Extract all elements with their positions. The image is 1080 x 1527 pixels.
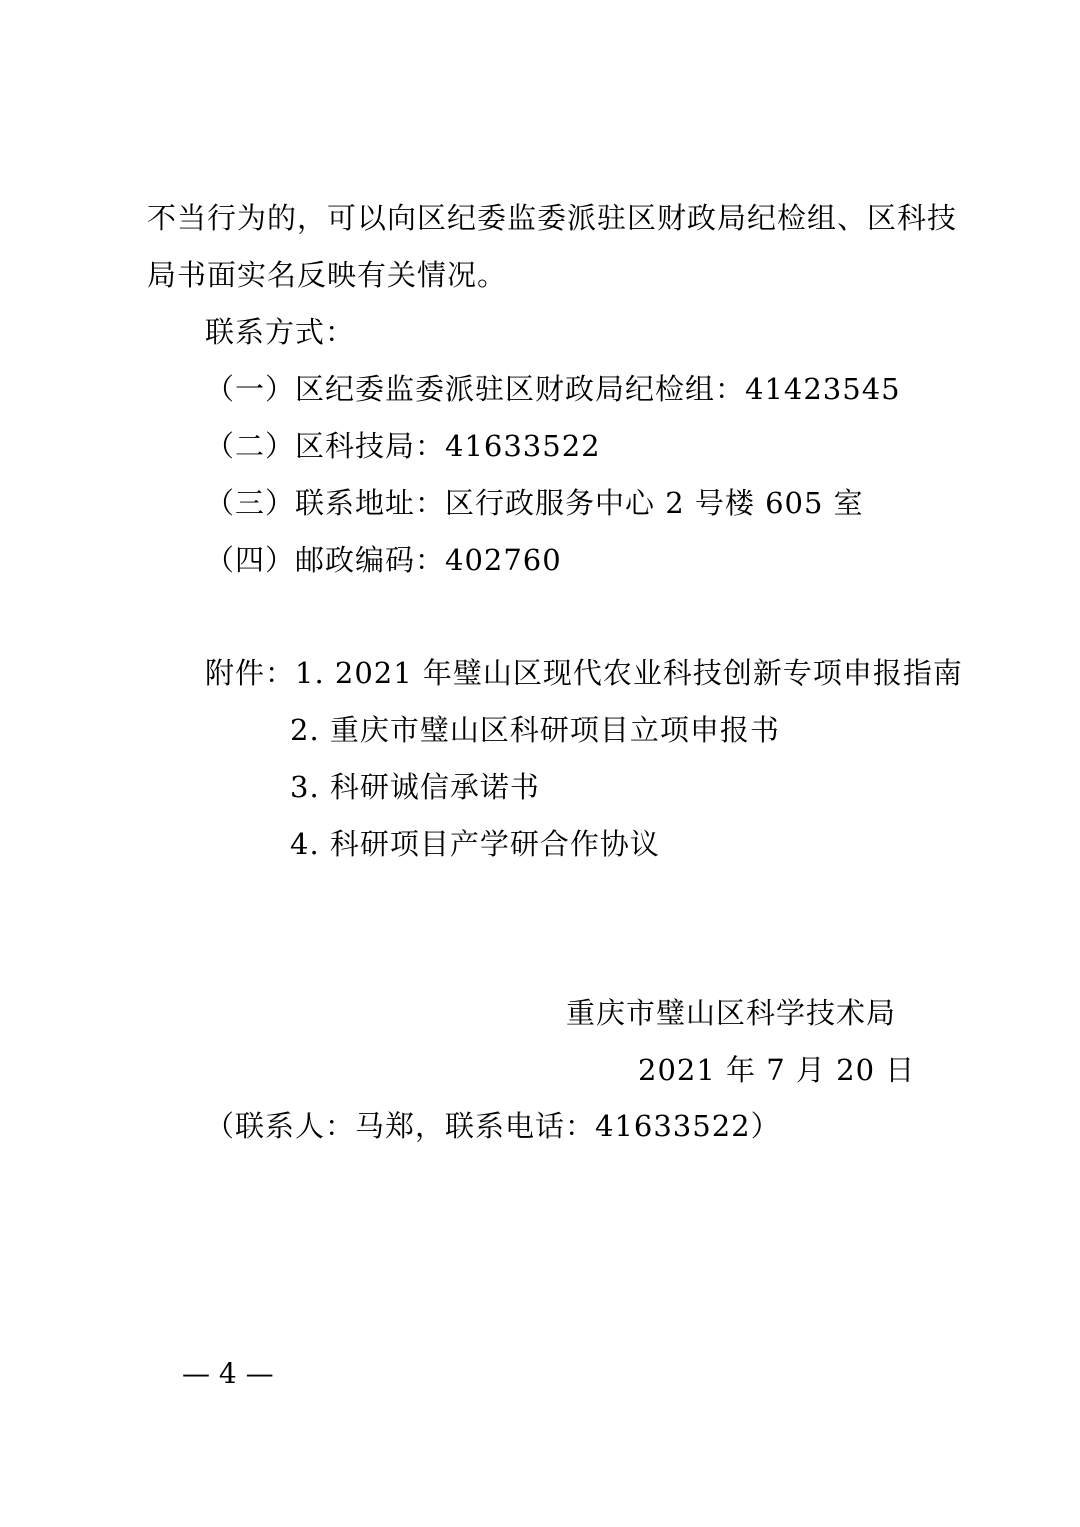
contact-item-2: （二）区科技局：41633522 bbox=[205, 429, 601, 463]
signature-organization: 重庆市璧山区科学技术局 bbox=[566, 996, 897, 1030]
contact-item-4: （四）邮政编码：402760 bbox=[205, 543, 562, 577]
signature-date: 2021 年 7 月 20 日 bbox=[638, 1053, 916, 1087]
attachment-item-2: 2. 重庆市璧山区科研项目立项申报书 bbox=[290, 713, 780, 747]
body-paragraph-line-2: 局书面实名反映有关情况。 bbox=[147, 258, 508, 292]
contact-item-1: （一）区纪委监委派驻区财政局纪检组：41423545 bbox=[205, 372, 901, 406]
contact-person: （联系人：马郑，联系电话：41633522） bbox=[205, 1109, 781, 1143]
attachment-item-1: 附件：1. 2021 年璧山区现代农业科技创新专项申报指南 bbox=[205, 656, 963, 690]
attachment-item-3: 3. 科研诚信承诺书 bbox=[290, 770, 540, 804]
page-number: — 4 — bbox=[182, 1357, 274, 1390]
attachment-item-4: 4. 科研项目产学研合作协议 bbox=[290, 827, 660, 861]
contact-heading: 联系方式： bbox=[205, 315, 356, 349]
body-paragraph-line-1: 不当行为的，可以向区纪委监委派驻区财政局纪检组、区科技 bbox=[147, 201, 958, 235]
contact-item-3: （三）联系地址：区行政服务中心 2 号楼 605 室 bbox=[205, 486, 864, 520]
